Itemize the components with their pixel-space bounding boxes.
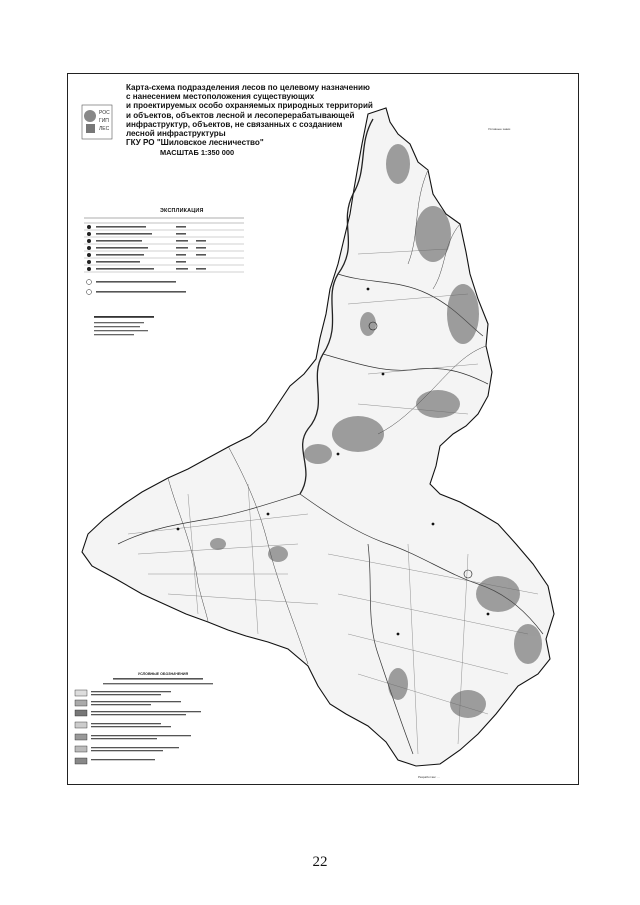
title-line: Карта-схема подразделения лесов по целевому назначению (126, 83, 370, 92)
svg-text:ГИП: ГИП (99, 118, 109, 124)
svg-text:ЛЕС: ЛЕС (99, 126, 110, 132)
svg-text:РОС: РОС (99, 110, 110, 116)
bottom-legend (73, 672, 253, 781)
bottom-legend-title: УСЛОВНЫЕ ОБОЗНАЧЕНИЯ (137, 672, 189, 676)
map-scale: МАСШТАБ 1:350 000 (160, 148, 235, 157)
svg-text:Разработчик: ...: Разработчик: ... (418, 775, 440, 779)
page-number: 22 (312, 854, 328, 870)
title-line: и объектов, объектов лесной и лесоперерабатывающей (126, 110, 355, 120)
title-line: лесной инфраструктуры (126, 129, 226, 139)
title-line: инфраструктур, объектов, не связанных с созданием (126, 119, 343, 129)
bottom-legend-graphics (73, 676, 253, 776)
title-line: и проектируемых особо охраняемых природных территорий (126, 101, 373, 111)
territory-outline (82, 108, 554, 766)
legend-title: ЭКСПЛИКАЦИЯ (160, 208, 204, 214)
legend-table (84, 216, 249, 351)
title-line: ГКУ РО "Шиловское лесничество" (126, 138, 264, 148)
title-line: с нанесением местоположения существующих (126, 92, 315, 102)
legend-graphics (84, 216, 249, 346)
svg-text:Условные знаки: Условные знаки (488, 127, 511, 131)
forest-map-frame (67, 73, 579, 785)
map-title (126, 83, 416, 147)
